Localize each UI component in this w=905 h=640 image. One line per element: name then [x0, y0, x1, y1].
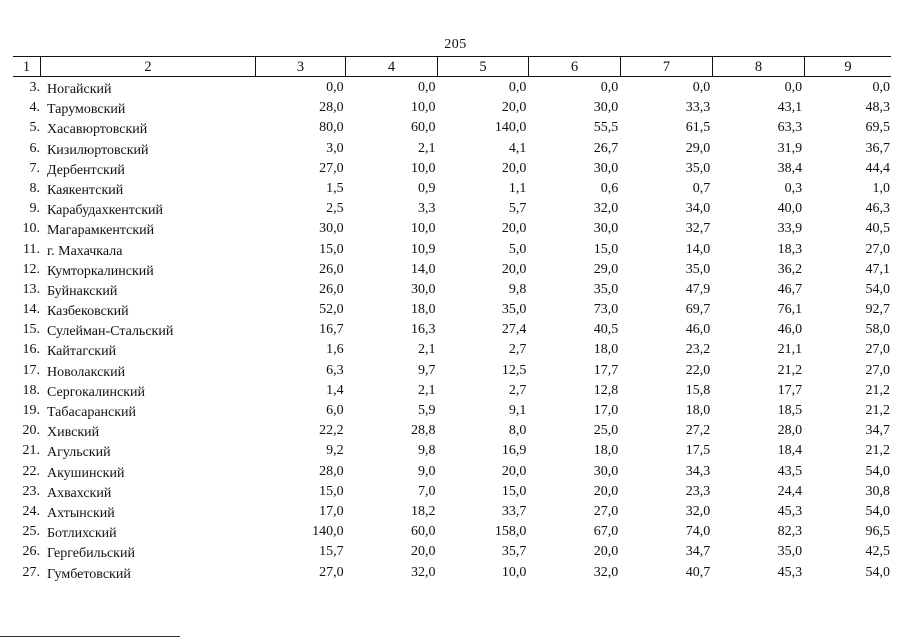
value-col-8: 36,2 [777, 261, 803, 277]
value-col-3: 28,0 [319, 100, 344, 116]
value-col-5: 35,0 [501, 302, 527, 318]
value-col-9: 46,3 [865, 201, 890, 217]
district-name: Табасаранский [46, 405, 137, 420]
value-col-4: 5,9 [418, 403, 436, 418]
value-col-6: 18,0 [593, 443, 619, 459]
value-col-7: 18,0 [685, 403, 711, 418]
value-col-9: 40,5 [865, 221, 890, 237]
row-number: 18. [22, 382, 40, 398]
value-col-6: 15,0 [593, 241, 619, 257]
value-col-9: 21,2 [865, 443, 890, 459]
value-col-9: 27,0 [865, 342, 890, 358]
row-number: 9. [29, 201, 40, 217]
value-col-7: 32,7 [685, 221, 711, 237]
value-col-4: 0,9 [418, 180, 436, 196]
value-col-6: 67,0 [593, 524, 619, 540]
district-name: Новолакский [46, 364, 126, 380]
value-col-7: 22,0 [685, 362, 711, 378]
row-number: 25. [22, 524, 40, 540]
value-col-3: 15,0 [319, 483, 344, 499]
header-col-3: 3 [255, 57, 345, 76]
row-number: 21. [22, 443, 40, 459]
table-row [13, 563, 891, 583]
value-col-4: 7,0 [418, 483, 436, 499]
value-col-7: 35,0 [685, 261, 711, 277]
row-number: 4. [29, 100, 40, 116]
value-col-6: 20,0 [593, 544, 619, 560]
value-col-6: 30,0 [593, 463, 619, 479]
value-col-4: 10,0 [411, 160, 436, 176]
value-col-5: 9,8 [508, 281, 527, 297]
row-number: 24. [22, 503, 40, 519]
value-col-8: 17,7 [777, 382, 803, 398]
value-col-9: 21,2 [865, 403, 890, 418]
value-col-3: 26,0 [319, 281, 344, 297]
value-col-3: 6,0 [326, 403, 344, 418]
value-col-9: 36,7 [865, 140, 890, 156]
value-col-6: 30,0 [593, 100, 619, 116]
value-col-5: 20,0 [501, 160, 527, 176]
district-name: Ногайский [46, 82, 112, 97]
value-col-3: 15,0 [319, 241, 344, 257]
table-row [13, 381, 891, 401]
value-col-4: 2,1 [418, 382, 436, 398]
value-col-9: 54,0 [865, 503, 890, 519]
district-name: Хасавюртовский [46, 122, 148, 138]
value-col-7: 47,9 [685, 281, 711, 297]
value-col-8: 76,1 [777, 302, 803, 318]
value-col-8: 45,3 [777, 503, 803, 519]
header-col-9: 9 [804, 57, 891, 76]
value-col-6: 17,7 [593, 362, 619, 378]
value-col-6: 32,0 [593, 201, 619, 217]
value-col-7: 34,3 [685, 463, 711, 479]
row-number: 23. [22, 483, 40, 499]
value-col-9: 1,0 [872, 180, 890, 196]
district-name: Кизилюртовский [46, 142, 149, 158]
value-col-7: 74,0 [685, 524, 711, 540]
value-col-5: 20,0 [501, 221, 527, 237]
district-name: Агульский [46, 445, 111, 461]
row-number: 10. [22, 221, 40, 237]
page-bottom-rule [0, 636, 180, 637]
table-row [13, 462, 891, 482]
value-col-9: 96,5 [865, 524, 890, 540]
value-col-5: 35,7 [501, 544, 527, 560]
value-col-6: 55,5 [593, 120, 619, 136]
value-col-9: 27,0 [865, 241, 890, 257]
value-col-4: 16,3 [411, 322, 436, 338]
value-col-3: 1,6 [326, 342, 344, 358]
value-col-3: 1,5 [326, 180, 344, 196]
value-col-5: 20,0 [501, 100, 527, 116]
value-col-8: 43,5 [777, 463, 803, 479]
table-row [13, 78, 891, 98]
value-col-9: 92,7 [865, 302, 890, 318]
value-col-7: 0,7 [692, 180, 711, 196]
header-col-7: 7 [620, 57, 712, 76]
header-col-2: 2 [40, 57, 255, 76]
value-col-3: 3,0 [326, 140, 344, 156]
value-col-8: 63,3 [777, 120, 803, 136]
value-col-3: 16,7 [319, 322, 344, 338]
header-col-8: 8 [712, 57, 804, 76]
value-col-5: 158,0 [494, 524, 527, 540]
value-col-5: 2,7 [508, 342, 527, 358]
value-col-5: 140,0 [494, 120, 527, 136]
row-number: 17. [22, 362, 40, 378]
value-col-6: 17,0 [593, 403, 619, 418]
value-col-6: 29,0 [593, 261, 619, 277]
table-row [13, 361, 891, 381]
value-col-8: 46,0 [777, 322, 803, 338]
value-col-7: 27,2 [685, 423, 711, 439]
value-col-3: 17,0 [319, 503, 344, 519]
row-number: 15. [22, 322, 40, 338]
value-col-9: 30,8 [865, 483, 890, 499]
value-col-9: 34,7 [865, 423, 890, 439]
value-col-9: 0,0 [872, 80, 890, 95]
header-col-1: 1 [22, 59, 31, 75]
value-col-7: 17,5 [685, 443, 711, 459]
value-col-5: 33,7 [501, 503, 527, 519]
table-row [13, 502, 891, 522]
value-col-6: 30,0 [593, 160, 619, 176]
value-col-4: 18,0 [411, 302, 436, 318]
value-col-5: 4,1 [508, 140, 527, 156]
header-col-6: 6 [528, 57, 620, 76]
value-col-6: 27,0 [593, 503, 619, 519]
value-col-3: 140,0 [312, 524, 344, 540]
value-col-4: 14,0 [411, 261, 436, 277]
value-col-5: 1,1 [508, 180, 527, 196]
district-name: Ботлихский [46, 526, 117, 542]
district-name: Магарамкентский [46, 223, 155, 239]
page-number-text: 205 [444, 37, 467, 52]
table-row [13, 320, 891, 340]
value-col-5: 15,0 [501, 483, 527, 499]
value-col-3: 52,0 [319, 302, 344, 318]
value-col-8: 46,7 [777, 281, 803, 297]
value-col-8: 45,3 [777, 564, 803, 580]
value-col-8: 18,3 [777, 241, 803, 257]
value-col-9: 21,2 [865, 382, 890, 398]
value-col-4: 60,0 [411, 524, 436, 540]
row-number: 11. [22, 241, 40, 257]
value-col-9: 54,0 [865, 463, 890, 479]
district-name: Гумбетовский [46, 566, 131, 582]
value-col-4: 9,7 [418, 362, 436, 378]
value-col-9: 54,0 [865, 281, 890, 297]
table-row [13, 118, 891, 138]
table-row [13, 522, 891, 542]
row-number: 5. [29, 120, 40, 136]
value-col-8: 43,1 [777, 100, 803, 116]
value-col-6: 73,0 [593, 302, 619, 318]
district-name: Кумторкалинский [46, 263, 154, 279]
district-name: г. Махачкала [46, 243, 123, 259]
district-name: Кайтагский [46, 344, 117, 360]
value-col-9: 48,3 [865, 100, 890, 116]
table-row [13, 240, 891, 260]
value-col-5: 5,7 [508, 201, 527, 217]
value-col-8: 18,5 [777, 403, 803, 418]
page-number [0, 37, 905, 53]
value-col-9: 27,0 [865, 362, 890, 378]
value-col-9: 42,5 [865, 544, 890, 560]
value-col-8: 31,9 [777, 140, 803, 156]
header-col-4: 4 [345, 57, 437, 76]
table-row [13, 179, 891, 199]
row-number: 8. [29, 180, 40, 196]
value-col-9: 58,0 [865, 322, 890, 338]
district-name: Гергебильский [46, 546, 135, 562]
value-col-3: 30,0 [319, 221, 344, 237]
district-name: Ахвахский [46, 485, 112, 501]
value-col-6: 18,0 [593, 342, 619, 358]
value-col-7: 23,3 [685, 483, 711, 499]
value-col-5: 9,1 [508, 403, 527, 418]
value-col-3: 27,0 [319, 564, 344, 580]
value-col-5: 8,0 [508, 423, 527, 439]
value-col-6: 26,7 [593, 140, 619, 156]
district-name: Сулейман-Стальский [46, 324, 174, 340]
value-col-3: 27,0 [319, 160, 344, 176]
value-col-3: 1,4 [326, 382, 344, 398]
value-col-7: 33,3 [685, 100, 711, 116]
value-col-3: 15,7 [319, 544, 344, 560]
value-col-9: 69,5 [865, 120, 890, 136]
value-col-3: 28,0 [319, 463, 344, 479]
value-col-6: 12,8 [593, 382, 619, 398]
row-number: 3. [29, 80, 40, 95]
district-name: Каякентский [46, 182, 124, 198]
table-row [13, 401, 891, 421]
value-col-5: 10,0 [501, 564, 527, 580]
value-col-6: 32,0 [593, 564, 619, 580]
value-col-8: 0,3 [784, 180, 803, 196]
value-col-6: 0,6 [600, 180, 619, 196]
table-row [13, 300, 891, 320]
value-col-8: 21,1 [777, 342, 803, 358]
value-col-4: 20,0 [411, 544, 436, 560]
value-col-3: 9,2 [326, 443, 344, 459]
value-col-8: 82,3 [777, 524, 803, 540]
row-number: 20. [22, 423, 40, 439]
value-col-6: 35,0 [593, 281, 619, 297]
value-col-7: 35,0 [685, 160, 711, 176]
table-header [13, 57, 891, 77]
table-row [13, 340, 891, 360]
value-col-4: 3,3 [418, 201, 436, 217]
value-col-7: 32,0 [685, 503, 711, 519]
value-col-4: 60,0 [411, 120, 436, 136]
value-col-6: 40,5 [593, 322, 619, 338]
value-col-7: 29,0 [685, 140, 711, 156]
value-col-5: 0,0 [508, 80, 527, 95]
value-col-8: 18,4 [777, 443, 803, 459]
value-col-3: 80,0 [319, 120, 344, 136]
value-col-6: 0,0 [600, 80, 619, 95]
value-col-8: 33,9 [777, 221, 803, 237]
value-col-6: 20,0 [593, 483, 619, 499]
district-name: Буйнакский [46, 283, 118, 299]
table-body [13, 78, 891, 583]
value-col-7: 69,7 [685, 302, 711, 318]
table-row [13, 542, 891, 562]
value-col-7: 14,0 [685, 241, 711, 257]
value-col-7: 34,7 [685, 544, 711, 560]
row-number: 14. [22, 302, 40, 318]
value-col-8: 35,0 [777, 544, 803, 560]
district-name: Сергокалинский [46, 384, 145, 400]
value-col-8: 0,0 [784, 80, 803, 95]
table-row [13, 280, 891, 300]
value-col-3: 6,3 [326, 362, 344, 378]
value-col-4: 18,2 [411, 503, 436, 519]
value-col-4: 10,9 [411, 241, 436, 257]
table-row [13, 139, 891, 159]
table-row [13, 199, 891, 219]
row-number: 12. [22, 261, 40, 277]
value-col-4: 32,0 [411, 564, 436, 580]
value-col-3: 2,5 [326, 201, 344, 217]
value-col-3: 26,0 [319, 261, 344, 277]
table-row [13, 159, 891, 179]
value-col-8: 40,0 [777, 201, 803, 217]
value-col-9: 44,4 [865, 160, 890, 176]
value-col-9: 47,1 [865, 261, 890, 277]
value-col-9: 54,0 [865, 564, 890, 580]
value-col-4: 2,1 [418, 140, 436, 156]
district-name: Казбековский [46, 304, 129, 320]
value-col-5: 16,9 [501, 443, 527, 459]
header-col-5: 5 [437, 57, 528, 76]
value-col-5: 12,5 [501, 362, 527, 378]
value-col-7: 23,2 [685, 342, 711, 358]
row-number: 26. [22, 544, 40, 560]
value-col-8: 21,2 [777, 362, 803, 378]
value-col-7: 0,0 [692, 80, 711, 95]
table-row [13, 441, 891, 461]
table-row [13, 98, 891, 118]
table-row [13, 260, 891, 280]
district-name: Хивский [46, 425, 100, 441]
district-name: Ахтынский [46, 505, 115, 521]
row-number: 27. [22, 564, 40, 580]
value-col-4: 28,8 [411, 423, 436, 439]
row-number: 6. [29, 140, 40, 156]
value-col-4: 9,0 [418, 463, 436, 479]
district-name: Карабудахкентский [46, 203, 164, 219]
value-col-3: 0,0 [326, 80, 344, 95]
table-row [13, 219, 891, 239]
value-col-8: 24,4 [777, 483, 803, 499]
value-col-5: 20,0 [501, 261, 527, 277]
value-col-4: 0,0 [418, 80, 436, 95]
row-number: 7. [29, 160, 40, 176]
value-col-7: 40,7 [685, 564, 711, 580]
district-name: Дербентский [46, 162, 125, 178]
value-col-8: 38,4 [777, 160, 803, 176]
value-col-5: 2,7 [508, 382, 527, 398]
value-col-4: 10,0 [411, 221, 436, 237]
row-number: 19. [22, 403, 40, 418]
value-col-7: 61,5 [685, 120, 711, 136]
table-row [13, 482, 891, 502]
value-col-8: 28,0 [777, 423, 803, 439]
value-col-4: 30,0 [411, 281, 436, 297]
value-col-5: 27,4 [501, 322, 527, 338]
value-col-6: 30,0 [593, 221, 619, 237]
district-name: Тарумовский [46, 102, 126, 118]
value-col-6: 25,0 [593, 423, 619, 439]
value-col-7: 15,8 [685, 382, 711, 398]
value-col-3: 22,2 [319, 423, 344, 439]
value-col-5: 5,0 [508, 241, 527, 257]
value-col-4: 2,1 [418, 342, 436, 358]
district-name: Акушинский [46, 465, 125, 481]
value-col-4: 9,8 [418, 443, 436, 459]
row-number: 13. [22, 281, 40, 297]
value-col-4: 10,0 [411, 100, 436, 116]
table-row [13, 421, 891, 441]
value-col-7: 34,0 [685, 201, 711, 217]
value-col-7: 46,0 [685, 322, 711, 338]
row-number: 22. [22, 463, 40, 479]
value-col-5: 20,0 [501, 463, 527, 479]
row-number: 16. [22, 342, 40, 358]
